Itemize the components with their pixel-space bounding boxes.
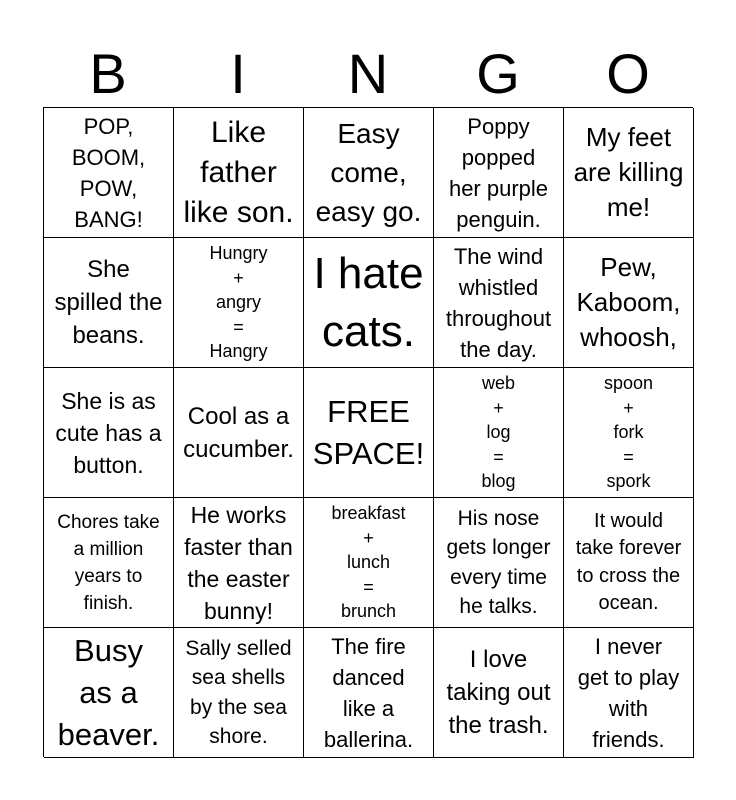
cell-text: I hate cats.: [313, 248, 424, 356]
header-letter-g: G: [476, 42, 520, 105]
cell-text: The wind whistled throughout the day.: [445, 243, 552, 362]
cell-text: She is as cute has a button.: [55, 387, 162, 478]
cell-text: Busy as a beaver.: [57, 632, 160, 752]
cell-text: Pew, Kaboom, whoosh,: [576, 252, 681, 352]
cell-text: Cool as a cucumber.: [183, 402, 294, 463]
free-space-cell: [304, 368, 434, 498]
header-letter-n: N: [347, 42, 389, 105]
bingo-cell: [564, 368, 694, 498]
bingo-cell: [434, 498, 564, 628]
bingo-cell: [174, 368, 304, 498]
bingo-cell: [434, 108, 564, 238]
bingo-header: [43, 40, 693, 108]
cell-text: The fire danced like a ballerina.: [323, 633, 414, 752]
cell-text: I love taking out the trash.: [446, 646, 551, 739]
bingo-grid: [43, 107, 693, 757]
header-letter-b: B: [89, 42, 127, 105]
cell-text: POP, BOOM, POW, BANG!: [71, 113, 146, 232]
bingo-cell: [434, 238, 564, 368]
cell-text: spoon + fork = spork: [603, 373, 654, 492]
bingo-cell: [44, 108, 174, 238]
bingo-cell: [174, 238, 304, 368]
cell-text: Hungry + angry = Hangry: [209, 243, 268, 362]
bingo-cell: [304, 108, 434, 238]
bingo-cell: [174, 628, 304, 758]
bingo-cell: [44, 498, 174, 628]
cell-text: He works faster than the easter bunny!: [184, 501, 293, 624]
bingo-cell: [564, 628, 694, 758]
cell-text: She spilled the beans.: [54, 256, 163, 349]
cell-text: breakfast + lunch = brunch: [331, 503, 406, 622]
cell-text: web + log = blog: [481, 373, 516, 492]
bingo-cell: [174, 498, 304, 628]
cell-text: I never get to play with friends.: [577, 633, 680, 752]
bingo-cell: [564, 498, 694, 628]
bingo-cell: [44, 628, 174, 758]
header-letter-i: I: [230, 42, 246, 105]
bingo-cell: [44, 368, 174, 498]
cell-text: His nose gets longer every time he talks.: [446, 506, 551, 618]
cell-text: Easy come, easy go.: [315, 118, 422, 227]
bingo-cell: [434, 368, 564, 498]
bingo-cell: [434, 628, 564, 758]
bingo-cell: [44, 238, 174, 368]
cell-text: Sally selled sea shells by the sea shore.: [185, 636, 292, 748]
bingo-cell: [304, 498, 434, 628]
bingo-cell: [304, 238, 434, 368]
cell-text: My feet are killing me!: [573, 122, 684, 222]
cell-text: It would take forever to cross the ocean.: [575, 509, 682, 614]
cell-text: FREE SPACE!: [312, 393, 425, 471]
cell-text: Poppy popped her purple penguin.: [448, 113, 549, 232]
bingo-cell: [564, 238, 694, 368]
header-letter-o: O: [606, 42, 650, 105]
bingo-cell: [564, 108, 694, 238]
bingo-cell: [174, 108, 304, 238]
bingo-cell: [304, 628, 434, 758]
cell-text: Chores take a million years to finish.: [57, 511, 160, 614]
cell-text: Like father like son.: [183, 115, 294, 229]
